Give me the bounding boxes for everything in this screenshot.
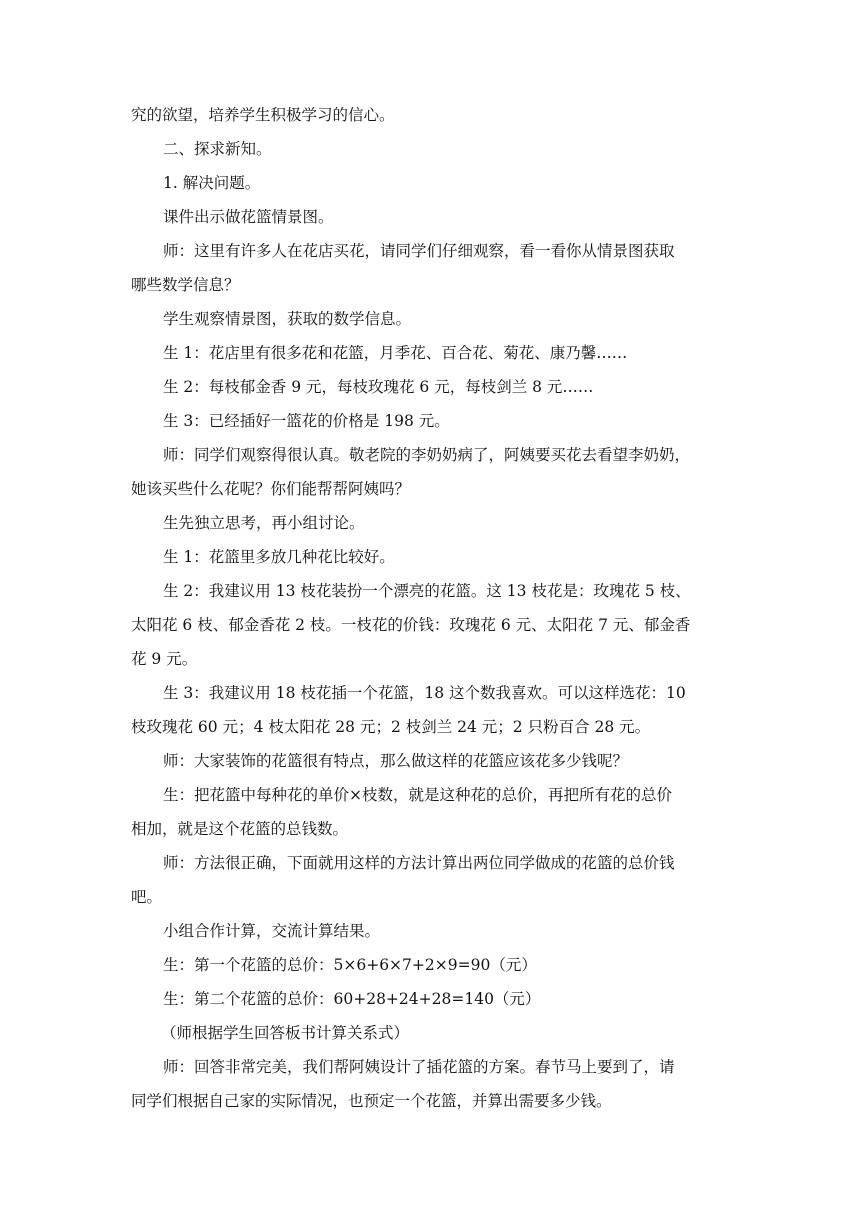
subsection-heading: 1. 解决问题。 <box>163 174 261 192</box>
text-line: 生 2：每枝郁金香 9 元，每枝玫瑰花 6 元，每枝剑兰 8 元…… <box>163 378 594 396</box>
text-line: 相加，就是这个花篮的总钱数。 <box>131 820 349 838</box>
note-line: （师根据学生回答板书计算关系式） <box>161 1024 410 1042</box>
text-line: 生：把花篮中每种花的单价×枝数，就是这种花的总价，再把所有花的总价 <box>163 786 672 804</box>
text-line: 同学们根据自己家的实际情况，也预定一个花篮，并算出需要多少钱。 <box>131 1092 612 1110</box>
text-line: 生先独立思考，再小组讨论。 <box>163 514 365 532</box>
text-line: 生 2：我建议用 13 枝花装扮一个漂亮的花篮。这 13 枝花是：玫瑰花 5 枝、 <box>163 582 691 600</box>
text-line: 小组合作计算，交流计算结果。 <box>163 922 381 940</box>
document-body <box>131 98 731 1118</box>
text-line: 太阳花 6 枝、郁金香花 2 枝。一枝花的价钱：玫瑰花 6 元、太阳花 7 元、郁金香 <box>131 616 691 634</box>
text-line: 学生观察情景图，获取的数学信息。 <box>163 310 412 328</box>
text-line: 生 1：花篮里多放几种花比较好。 <box>163 548 395 566</box>
text-line: 师：这里有许多人在花店买花，请同学们仔细观察，看一看你从情景图获取 <box>163 242 675 260</box>
text-line: 吧。 <box>131 888 163 906</box>
text-line: 师：同学们观察得很认真。敬老院的李奶奶病了，阿姨要买花去看望李奶奶， <box>163 446 691 464</box>
text-line: 师：回答非常完美，我们帮阿姨设计了插花篮的方案。春节马上要到了，请 <box>163 1058 675 1076</box>
formula-line: 生：第一个花篮的总价：5×6+6×7+2×9=90（元） <box>163 956 537 974</box>
text-line: 师：方法很正确，下面就用这样的方法计算出两位同学做成的花篮的总价钱 <box>163 854 675 872</box>
text-line: 生 3：已经插好一篮花的价格是 198 元。 <box>163 412 450 430</box>
text-line: 师：大家装饰的花篮很有特点，那么做这样的花篮应该花多少钱呢？ <box>163 752 629 770</box>
text-line: 课件出示做花篮情景图。 <box>163 208 334 226</box>
text-line: 哪些数学信息？ <box>131 276 240 294</box>
section-heading: 二、探求新知。 <box>163 140 272 158</box>
text-line: 她该买些什么花呢？你们能帮帮阿姨吗？ <box>131 480 411 498</box>
formula-line: 生：第二个花篮的总价：60+28+24+28=140（元） <box>163 990 541 1008</box>
text-line: 究的欲望，培养学生积极学习的信心。 <box>131 106 395 124</box>
text-line: 枝玫瑰花 60 元；4 枝太阳花 28 元；2 枝剑兰 24 元；2 只粉百合 28 元。 <box>131 718 651 736</box>
text-line: 生 3：我建议用 18 枝花插一个花篮，18 这个数我喜欢。可以这样选花：10 <box>163 684 686 702</box>
text-line: 生 1：花店里有很多花和花篮，月季花、百合花、菊花、康乃馨…… <box>163 344 628 362</box>
text-line: 花 9 元。 <box>131 650 198 668</box>
